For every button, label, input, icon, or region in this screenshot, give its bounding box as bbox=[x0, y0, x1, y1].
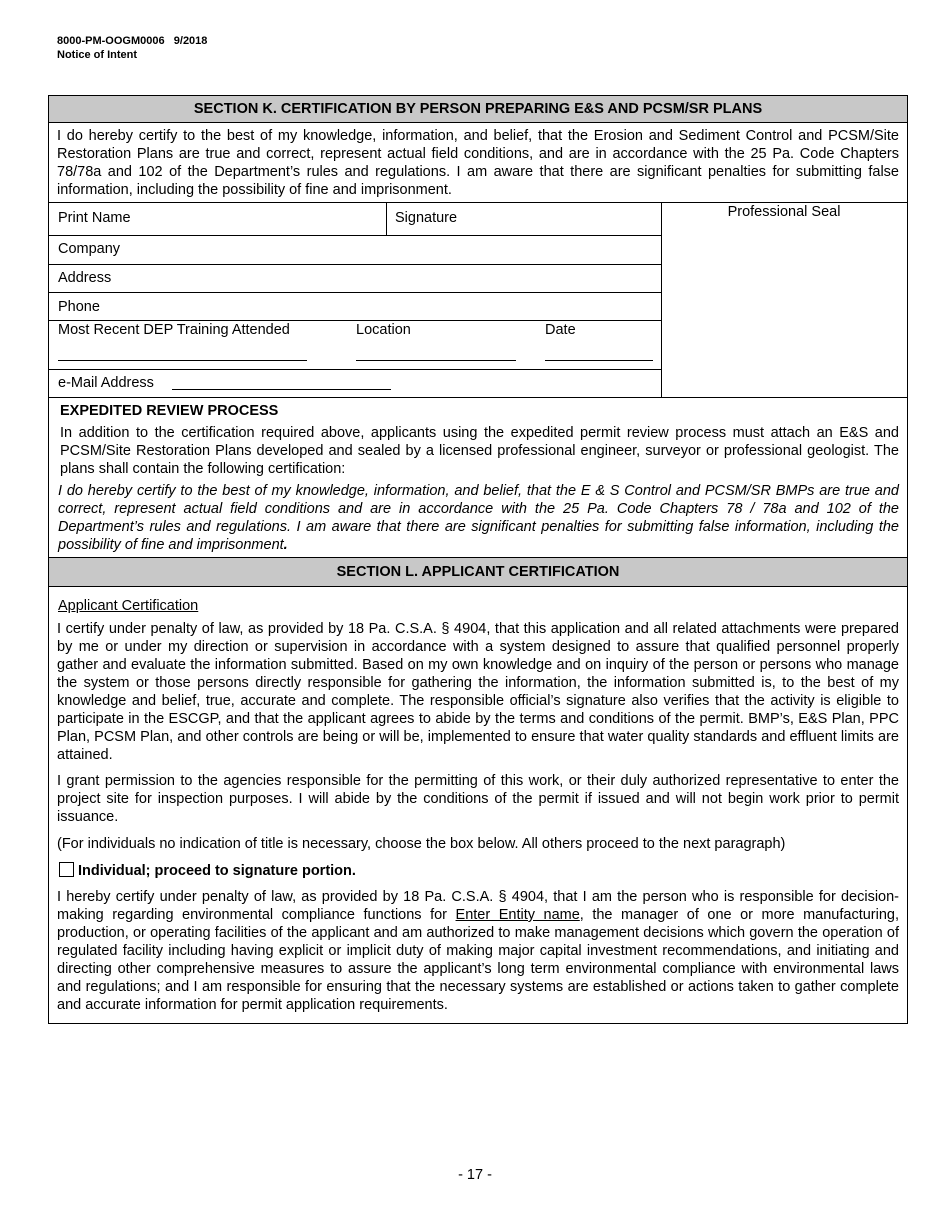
paragraph-3: (For individuals no indication of title is necessary, choose the box below. All others proceed to the next paragraph) bbox=[57, 836, 786, 852]
address-label: Address bbox=[58, 270, 112, 286]
section-k-title: SECTION K. CERTIFICATION BY PERSON PREPARING E&S AND PCSM/SR PLANS bbox=[49, 96, 907, 123]
expedited-text: In addition to the certification required above, applicants using the expedited permit review process must attach an E&S and PCSM/Site Restoration Plans developed and sealed by a licensed professional engineer, surveyor or professional geologist. The plans shall contain the following certification: bbox=[60, 425, 899, 477]
section-k bbox=[48, 95, 908, 558]
training-label: Most Recent DEP Training Attended bbox=[58, 322, 290, 338]
email-label: e-Mail Address bbox=[58, 375, 154, 391]
training-line[interactable] bbox=[58, 360, 307, 361]
individual-label: Individual; proceed to signature portion. bbox=[78, 863, 356, 879]
professional-seal-label: Professional Seal bbox=[727, 204, 841, 220]
print-name-label: Print Name bbox=[58, 210, 131, 226]
section-k-certification-text: I do hereby certify to the best of my knowledge, information, and belief, that the Erosion and Sediment Control and PCSM/Site Restoration Plans are true and correct, represent actual field conditions, and are in accordance with the 25 Pa. Code Chapters 78/78a and 102 of the Department’s rules and regulations. I am aware that there are significant penalties for submitting false information, including the possibility of fine and imprisonment. bbox=[57, 128, 899, 198]
individual-option bbox=[59, 862, 356, 879]
section-l bbox=[48, 557, 908, 1024]
paragraph-1: I certify under penalty of law, as provided by 18 Pa. C.S.A. § 4904, that this application and all related attachments were prepared by me or under my direction or supervision in accordance with a system designed to assure that qualified personnel properly gather and evaluate the information submitted. Based on my own knowledge and on inquiry of the person or persons who manage the system or those persons directly responsible for gathering the information, the information submitted is, to the best of my knowledge and belief, true, accurate and complete. The responsible official’s signature also verifies that the activity is eligible to participate in the ESCGP, and that the applicant agrees to abide by the terms and conditions of the permit. BMP’s, E&S Plan, PPC Plan, PCSM Plan, and other controls are being or will be, implemented to ensure that water quality standards and effluent limits are attained. bbox=[57, 621, 899, 763]
section-l-title: SECTION L. APPLICANT CERTIFICATION bbox=[49, 558, 907, 587]
expedited-heading: EXPEDITED REVIEW PROCESS bbox=[60, 403, 279, 419]
form-title: Notice of Intent bbox=[57, 49, 138, 61]
individual-checkbox[interactable] bbox=[59, 862, 74, 877]
paragraph-2: I grant permission to the agencies responsible for the permitting of this work, or their duly authorized representative to enter the project site for inspection purposes. I will abide by the conditions of the permit if issued and will not begin work prior to permit issuance. bbox=[57, 773, 899, 825]
phone-label: Phone bbox=[58, 299, 100, 315]
applicant-certification-subheading: Applicant Certification bbox=[58, 598, 199, 614]
form-header bbox=[57, 34, 207, 62]
form-number: 8000-PM-OOGM0006 9/2018 bbox=[57, 35, 208, 47]
date-line[interactable] bbox=[545, 360, 653, 361]
signature-label: Signature bbox=[395, 210, 458, 226]
page-number: - 17 - bbox=[458, 1167, 492, 1183]
paragraph-4: I hereby certify under penalty of law, as provided by 18 Pa. C.S.A. § 4904, that I am the person who is responsible for decision-making regarding environmental compliance functions for Enter Entity name, the manager of one or more manufacturing, production, or operating facilities of the applicant and am authorized to make management decisions which govern the operation of regulated facility including having explicit or implicit duty of making major capital investment recommendations, and initiating and directing other comprehensive measures to assure the applicant’s long term environmental compliance with environmental laws and regulations; and I am responsible for ensuring that the necessary systems are established or actions taken to gather complete and accurate information for permit application requirements. bbox=[57, 889, 899, 1013]
company-label: Company bbox=[58, 241, 121, 257]
location-line[interactable] bbox=[356, 360, 516, 361]
email-line[interactable] bbox=[172, 389, 391, 390]
date-label: Date bbox=[545, 322, 576, 338]
location-label: Location bbox=[356, 322, 411, 338]
entity-name-field[interactable]: Enter Entity name bbox=[455, 907, 580, 923]
expedited-certification: I do hereby certify to the best of my knowledge, information, and belief, that the E & S Control and PCSM/SR BMPs are true and correct, represent actual field conditions and are in accordance with the 25 Pa. Code Chapters 78 / 78a and 102 of the Department’s rules and regulations. I am aware that there are significant penalties for submitting false information, including the possibility of fine and imprisonment. bbox=[58, 483, 899, 553]
